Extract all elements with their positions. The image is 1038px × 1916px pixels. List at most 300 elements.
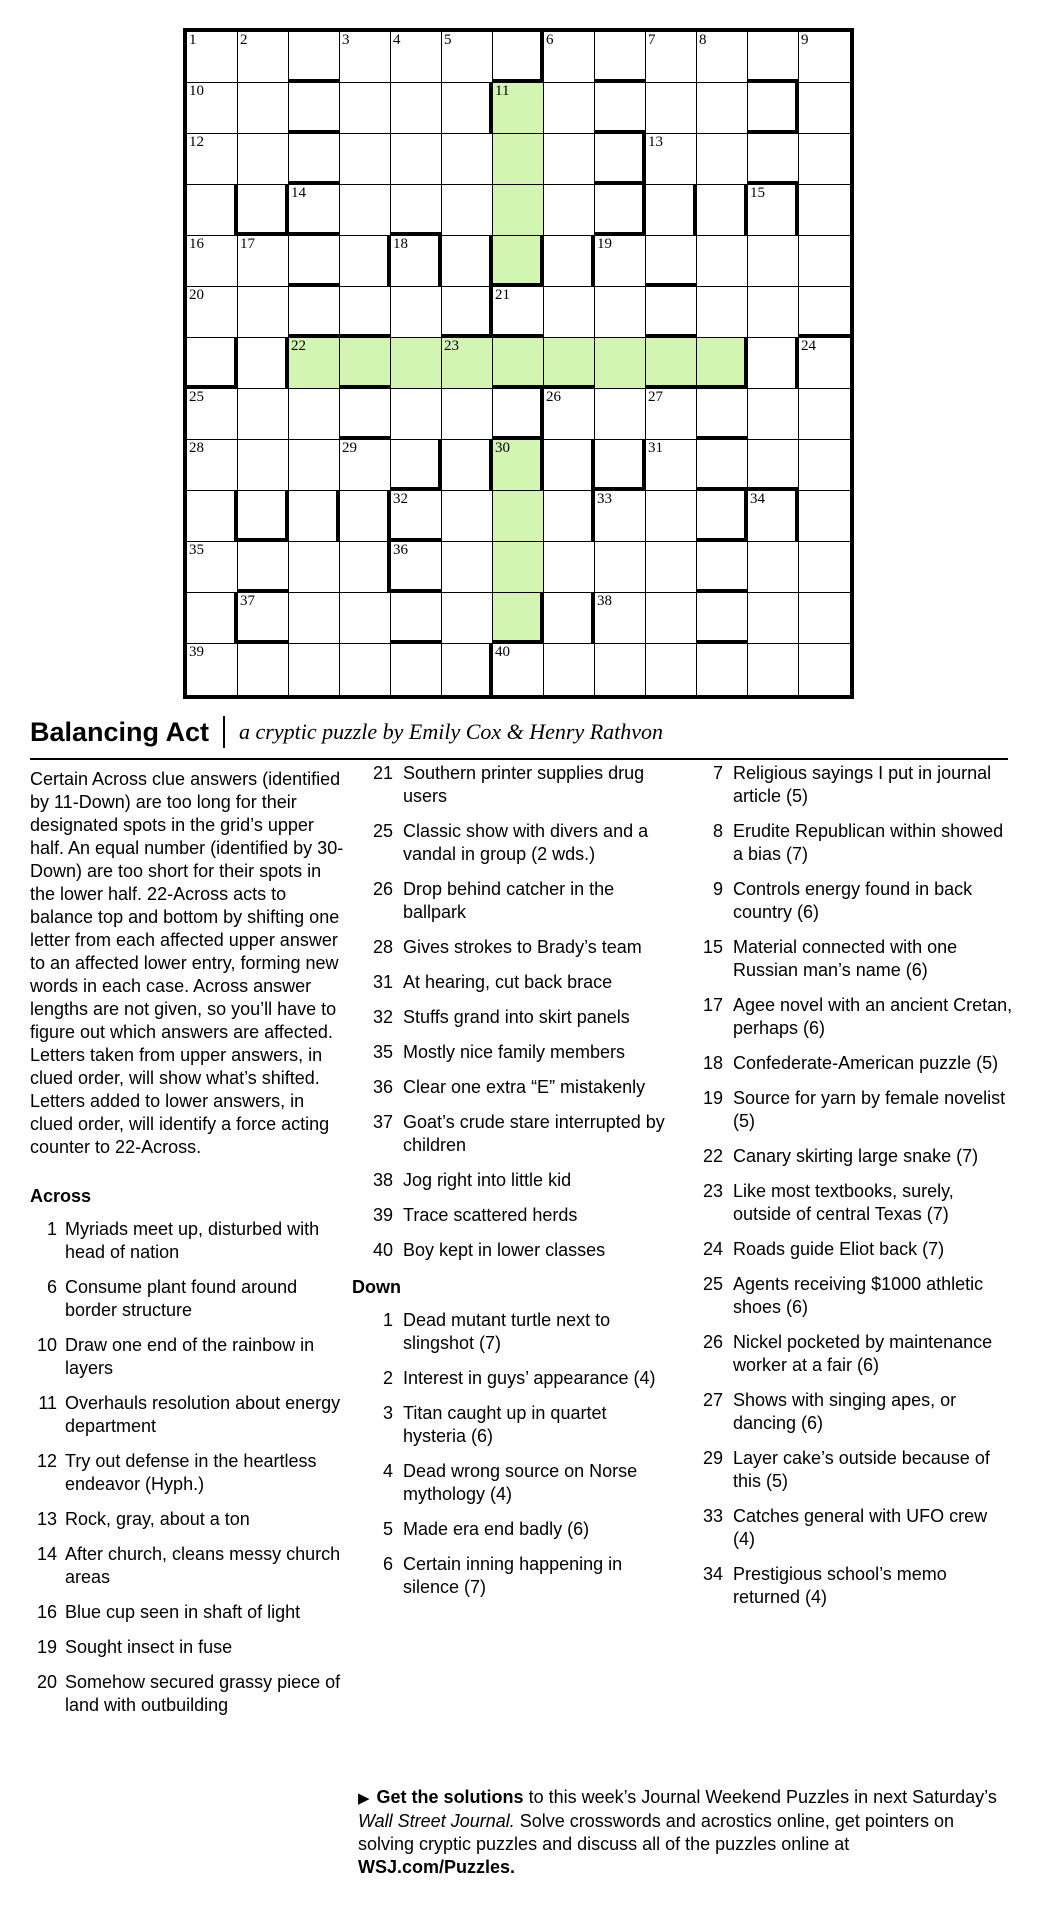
clue-row [352,762,670,808]
clue-text: Myriads meet up, disturbed with head of nation [65,1219,320,1262]
clue-number: 32 [372,1007,393,1027]
grid-cell[interactable] [748,491,799,542]
grid-cell[interactable] [493,236,544,287]
grid-cell[interactable] [340,440,391,491]
grid-cell[interactable] [799,83,850,134]
clue-row [676,1238,1013,1261]
cell-number: 39 [189,644,204,660]
clue-number: 16 [36,1602,57,1622]
grid-cell[interactable] [493,287,544,338]
clue-text: Agents receiving $1000 athletic shoes (6) [733,1274,984,1317]
grid-cell[interactable] [289,389,340,440]
clue-number: 38 [372,1170,393,1190]
clue-number: 33 [702,1506,723,1526]
grid-cell[interactable] [697,185,748,236]
clue-row [676,878,1013,924]
grid-cell[interactable] [595,644,646,695]
grid-cell[interactable] [238,185,289,236]
grid-cell[interactable] [748,389,799,440]
grid-cell[interactable] [544,134,595,185]
clue-text: Dead mutant turtle next to slingshot (7) [403,1310,611,1353]
grid-cell[interactable] [442,440,493,491]
clue-text: Controls energy found in back country (6) [733,879,973,922]
clue-text: Goat’s crude stare interrupted by children [403,1112,665,1155]
cell-number: 26 [546,389,561,405]
grid-cell[interactable] [391,338,442,389]
grid-cell[interactable] [289,185,340,236]
grid-cell[interactable] [697,440,748,491]
cell-number: 1 [189,32,197,48]
crossword-grid[interactable] [183,28,854,699]
grid-cell[interactable] [646,134,697,185]
grid-cell[interactable] [697,32,748,83]
clue-row [352,1169,670,1192]
grid-cell[interactable] [340,134,391,185]
clue-row [352,1518,670,1541]
grid-cell[interactable] [646,644,697,695]
clue-text: Classic show with divers and a vandal in group (2 wds.) [403,821,649,864]
grid-cell[interactable] [544,491,595,542]
grid-cell[interactable] [748,236,799,287]
grid-cell[interactable] [187,389,238,440]
clue-number: 19 [36,1637,57,1657]
cell-number: 31 [648,440,663,456]
cell-number: 8 [699,32,707,48]
grid-cell[interactable] [748,185,799,236]
grid-cell[interactable] [238,287,289,338]
clue-number: 21 [372,763,393,783]
clue-row [352,971,670,994]
grid-cell[interactable] [187,287,238,338]
column-left [30,768,348,1729]
grid-cell[interactable] [697,287,748,338]
grid-cell[interactable] [340,491,391,542]
grid-cell[interactable] [187,542,238,593]
grid-cell[interactable] [544,185,595,236]
clue-number: 22 [702,1146,723,1166]
grid-cell[interactable] [748,542,799,593]
clue-row [352,936,670,959]
clue-row [352,1309,670,1355]
grid-cell[interactable] [697,491,748,542]
clue-number: 1 [46,1219,57,1239]
grid-cell[interactable] [748,32,799,83]
grid-cell[interactable] [595,593,646,644]
grid-cell[interactable] [697,644,748,695]
grid-cell[interactable] [289,32,340,83]
grid-cell[interactable] [391,644,442,695]
grid-cell[interactable] [442,236,493,287]
clue-number: 15 [702,937,723,957]
grid-cell[interactable] [187,440,238,491]
grid-cell[interactable] [493,32,544,83]
grid-cell[interactable] [442,491,493,542]
grid-cell[interactable] [595,32,646,83]
grid-cell[interactable] [646,542,697,593]
clue-number: 25 [702,1274,723,1294]
clue-row [30,1671,348,1717]
grid-cell[interactable] [697,542,748,593]
clue-row [352,878,670,924]
clue-row [352,1402,670,1448]
grid-cell[interactable] [646,83,697,134]
cell-number: 35 [189,542,204,558]
grid-cell[interactable] [799,389,850,440]
grid-cell[interactable] [187,185,238,236]
cell-number: 9 [801,32,809,48]
clue-number: 29 [702,1448,723,1468]
clue-number: 4 [382,1461,393,1481]
cell-number: 2 [240,32,248,48]
grid-cell[interactable] [493,134,544,185]
grid-cell[interactable] [187,593,238,644]
grid-cell[interactable] [238,32,289,83]
column-middle [352,762,670,1611]
clue-text: Jog right into little kid [403,1170,572,1190]
grid-cell[interactable] [748,593,799,644]
clue-text: Southern printer supplies drug users [403,763,645,806]
grid-cell[interactable] [799,185,850,236]
grid-cell[interactable] [187,236,238,287]
clue-number: 11 [38,1393,57,1413]
clue-text: Source for yarn by female novelist (5) [733,1088,1006,1131]
grid-cell[interactable] [493,593,544,644]
grid-cell[interactable] [595,83,646,134]
across-clues-left [30,1218,348,1717]
grid-cell[interactable] [238,440,289,491]
grid-cell[interactable] [340,593,391,644]
cell-number: 18 [393,236,408,252]
grid-cell[interactable] [799,134,850,185]
title-bar [30,706,1008,760]
grid-cell[interactable] [799,32,850,83]
cell-number: 17 [240,236,255,252]
grid-cell[interactable] [544,593,595,644]
grid-cell[interactable] [493,644,544,695]
solutions-note [358,1786,1006,1879]
grid-cell[interactable] [544,338,595,389]
grid-cell[interactable] [544,32,595,83]
grid-cell[interactable] [442,83,493,134]
clue-row [30,1218,348,1264]
grid-cell[interactable] [697,134,748,185]
clue-row [30,1508,348,1531]
cell-number: 4 [393,32,401,48]
clue-number: 7 [712,763,723,783]
cell-number: 27 [648,389,663,405]
grid-cell[interactable] [340,542,391,593]
grid-cell[interactable] [238,338,289,389]
arrow-icon: ▶ [358,1790,370,1807]
cell-number: 10 [189,83,204,99]
clue-number: 35 [372,1042,393,1062]
grid-cell[interactable] [595,185,646,236]
grid-cell[interactable] [799,542,850,593]
clue-text: Made era end badly (6) [403,1519,590,1539]
cell-number: 38 [597,593,612,609]
clue-row [676,762,1013,808]
grid-cell[interactable] [391,185,442,236]
grid-cell[interactable] [544,287,595,338]
grid-cell[interactable] [697,83,748,134]
grid-cell[interactable] [238,491,289,542]
clue-row [676,1563,1013,1609]
grid-cell[interactable] [748,338,799,389]
grid-cell[interactable] [289,287,340,338]
clue-number: 6 [46,1277,57,1297]
cell-number: 6 [546,32,554,48]
puzzle-title: Balancing Act [30,716,210,747]
grid-cell[interactable] [391,491,442,542]
clue-row [30,1392,348,1438]
grid-cell[interactable] [442,644,493,695]
cell-number: 7 [648,32,656,48]
grid-cell[interactable] [799,644,850,695]
clue-text: Stuffs grand into skirt panels [403,1007,630,1027]
grid-cell[interactable] [646,440,697,491]
clue-number: 3 [382,1403,393,1423]
grid-cell[interactable] [544,236,595,287]
clue-text: Gives strokes to Brady’s team [403,937,642,957]
clue-number: 17 [702,995,723,1015]
grid-cell[interactable] [289,644,340,695]
grid-cell[interactable] [697,389,748,440]
cell-number: 23 [444,338,459,354]
grid-cell[interactable] [289,440,340,491]
clue-number: 40 [372,1240,393,1260]
grid-cell[interactable] [187,491,238,542]
grid-cell[interactable] [340,236,391,287]
grid-cell[interactable] [238,389,289,440]
grid-cell[interactable] [289,542,340,593]
grid-cell[interactable] [187,644,238,695]
grid-cell[interactable] [391,593,442,644]
clue-text: Layer cake’s outside because of this (5) [733,1448,990,1491]
clue-row [352,1204,670,1227]
grid-cell[interactable] [646,338,697,389]
cell-number: 24 [801,338,816,354]
clue-number: 34 [702,1564,723,1584]
grid-cell[interactable] [340,287,391,338]
grid-cell[interactable] [391,287,442,338]
grid-cell[interactable] [289,593,340,644]
clue-row [676,1052,1013,1075]
grid-cell[interactable] [748,287,799,338]
grid-cell[interactable] [442,389,493,440]
grid-cell[interactable] [391,134,442,185]
cell-number: 13 [648,134,663,150]
grid-cell[interactable] [340,185,391,236]
clue-text: Like most textbooks, surely, outside of central Texas (7) [733,1181,954,1224]
clue-text: Clear one extra “E” mistakenly [403,1077,646,1097]
grid-cell[interactable] [544,542,595,593]
grid-cell[interactable] [646,593,697,644]
grid-cell[interactable] [391,236,442,287]
grid-cell[interactable] [595,134,646,185]
grid-cell[interactable] [340,83,391,134]
clue-number: 39 [372,1205,393,1225]
grid-cell[interactable] [595,287,646,338]
clue-row [352,1367,670,1390]
grid-cell[interactable] [544,644,595,695]
grid-cell[interactable] [238,236,289,287]
footer-italic: Wall Street Journal. [358,1811,515,1831]
grid-cell[interactable] [544,440,595,491]
clue-text: Confederate-American puzzle (5) [733,1053,999,1073]
grid-cell[interactable] [289,83,340,134]
clue-text: Blue cup seen in shaft of light [65,1602,301,1622]
clue-number: 19 [702,1088,723,1108]
clue-number: 31 [372,972,393,992]
grid-cell[interactable] [595,236,646,287]
grid-cell[interactable] [799,287,850,338]
grid-cell[interactable] [187,338,238,389]
clue-row [352,1553,670,1599]
down-clues-middle [352,1309,670,1599]
clue-text: Erudite Republican within showed a bias (7) [733,821,1004,864]
clue-row [352,1006,670,1029]
clue-text: Roads guide Eliot back (7) [733,1239,945,1259]
clue-number: 23 [702,1181,723,1201]
grid-cell[interactable] [646,236,697,287]
grid-cell[interactable] [493,185,544,236]
clue-text: Canary skirting large snake (7) [733,1146,979,1166]
grid-cell[interactable] [391,440,442,491]
grid-cell[interactable] [289,134,340,185]
clue-number: 28 [372,937,393,957]
grid-cell[interactable] [187,32,238,83]
grid-cell[interactable] [187,134,238,185]
clue-text: Sought insect in fuse [65,1637,233,1657]
clue-number: 13 [36,1509,57,1529]
grid-cell[interactable] [442,287,493,338]
grid-cell[interactable] [646,389,697,440]
grid-cell[interactable] [391,83,442,134]
cell-number: 20 [189,287,204,303]
grid-cell[interactable] [493,83,544,134]
grid-cell[interactable] [799,338,850,389]
clue-number: 25 [372,821,393,841]
grid-cell[interactable] [799,593,850,644]
clue-number: 10 [36,1335,57,1355]
grid-cell[interactable] [391,32,442,83]
grid-cell[interactable] [595,338,646,389]
across-clues-middle [352,762,670,1262]
grid-cell[interactable] [493,491,544,542]
clue-row [676,1180,1013,1226]
grid-cell[interactable] [238,134,289,185]
grid-cell[interactable] [646,32,697,83]
grid-cell[interactable] [799,440,850,491]
grid-cell[interactable] [442,593,493,644]
clue-row [352,1111,670,1157]
grid-cell[interactable] [238,593,289,644]
grid-cell[interactable] [391,542,442,593]
clue-text: Draw one end of the rainbow in layers [65,1335,315,1378]
clue-number: 5 [382,1519,393,1539]
puzzle-byline: a cryptic puzzle by Emily Cox & Henry Rathvon [239,719,664,744]
clue-number: 18 [702,1053,723,1073]
grid-cell[interactable] [238,83,289,134]
clue-row [676,1145,1013,1168]
grid-cell[interactable] [697,338,748,389]
grid-cell[interactable] [544,83,595,134]
grid-cell[interactable] [646,491,697,542]
grid-cell[interactable] [646,287,697,338]
grid-cell[interactable] [442,32,493,83]
cell-number: 30 [495,440,510,456]
grid-cell[interactable] [595,491,646,542]
grid-cell[interactable] [748,134,799,185]
grid-cell[interactable] [442,338,493,389]
grid-cell[interactable] [340,389,391,440]
grid-cell[interactable] [289,338,340,389]
clue-text: At hearing, cut back brace [403,972,613,992]
grid-cell[interactable] [493,389,544,440]
grid-cell[interactable] [340,32,391,83]
clue-text: Certain inning happening in silence (7) [403,1554,623,1597]
grid-cell[interactable] [391,389,442,440]
clue-text: Drop behind catcher in the ballpark [403,879,615,922]
grid-cell[interactable] [289,236,340,287]
clue-number: 36 [372,1077,393,1097]
grid-cell[interactable] [697,593,748,644]
clue-row [352,1460,670,1506]
grid-cell[interactable] [748,83,799,134]
clue-row [676,936,1013,982]
grid-cell[interactable] [187,83,238,134]
grid-cell[interactable] [595,440,646,491]
footer-bold-end: WSJ.com/Puzzles. [358,1857,516,1877]
clue-row [30,1543,348,1589]
cell-number: 28 [189,440,204,456]
grid-cell[interactable] [238,644,289,695]
grid-cell[interactable] [595,389,646,440]
cell-number: 33 [597,491,612,507]
grid-cell[interactable] [748,644,799,695]
clue-text: Shows with singing apes, or dancing (6) [733,1390,957,1433]
grid-cell[interactable] [442,542,493,593]
grid-cell[interactable] [493,440,544,491]
grid-cell[interactable] [799,491,850,542]
grid-cell[interactable] [748,440,799,491]
grid-cell[interactable] [799,236,850,287]
grid-cell[interactable] [289,491,340,542]
grid-cell[interactable] [238,542,289,593]
grid-cell[interactable] [340,644,391,695]
clue-text: Rock, gray, about a ton [65,1509,250,1529]
clue-text: Material connected with one Russian man’s name (6) [733,937,958,980]
clue-number: 8 [712,821,723,841]
grid-cell[interactable] [646,185,697,236]
grid-cell[interactable] [493,338,544,389]
clue-text: Religious sayings I put in journal article (5) [733,763,992,806]
grid-cell[interactable] [442,134,493,185]
clue-text: Titan caught up in quartet hysteria (6) [403,1403,607,1446]
title-divider [223,716,225,748]
grid-cell[interactable] [340,338,391,389]
grid-cell[interactable] [493,542,544,593]
clue-row [676,1505,1013,1551]
clue-row [352,1076,670,1099]
grid-cell[interactable] [544,389,595,440]
clue-text: Catches general with UFO crew (4) [733,1506,988,1549]
grid-cell[interactable] [442,185,493,236]
clue-row [676,1331,1013,1377]
grid-cell[interactable] [595,542,646,593]
clue-text: After church, cleans messy church areas [65,1544,341,1587]
grid-cell[interactable] [697,236,748,287]
